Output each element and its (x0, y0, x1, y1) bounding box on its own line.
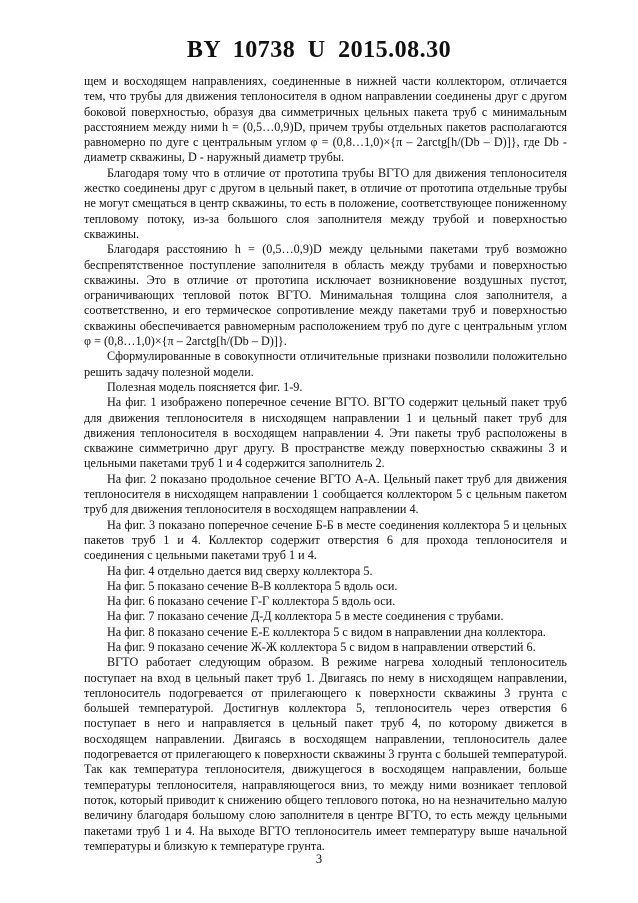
paragraph: Благодаря расстоянию h = (0,5…0,9)D между цельными пакетами труб возможно беспрепятственное поступление заполнителя в область между трубами и поверхностью скважины. Это в отличие от прототипа исключает возникновение воздушных пустот, ограничивающих тепловой поток ВГТО. Минимальная толщина слоя заполнителя, а соответственно, и его термическое сопротивление между пакетами труб и поверхностью скважины обеспечивается равномерным расположением труб по дуге с центральным углом φ = (0,8…1,0)×{π – 2arctg[h/(Db – D)]}. (84, 242, 567, 349)
paragraph: На фиг. 8 показано сечение Е-Е коллектора 5 с видом в направлении дна коллектора. (107, 624, 546, 639)
paragraph: На фиг. 7 показано сечение Д-Д коллектора 5 в месте соединения с трубами. (107, 609, 504, 624)
page-number: 3 (315, 852, 323, 866)
paragraph: щем и восходящем направлениях, соединенные в нижней части коллектором, отличается тем, что трубы для движения теплоносителя в одном направлении соединены друг с другом боковой поверхностью, образуя два симметричных цельных пакета труб с минимальным расстоянием между ними h = (0,5…0,9)D, причем трубы отдельных пакетов располагаются равномерно по дуге с центральным углом φ = (0,8…1,0)×{π – 2arctg[h/(Db – D)]}, где Db - диаметр скважины, D - наружный диаметр трубы. (84, 74, 567, 165)
paragraph: Благодаря тому что в отличие от прототипа трубы ВГТО для движения теплоносителя жестко соединены друг с другом в цельный пакет, в отличие от прототипа отдельные трубы не могут смещаться в центр скважины, то есть в положение, соответствующее пониженному тепловому потоку, из-за большого слоя заполнителя между трубой и поверхностью скважины. (84, 165, 567, 241)
paragraph: На фиг. 9 показано сечение Ж-Ж коллектора 5 с видом в направлении отверстий 6. (107, 639, 536, 654)
paragraph: На фиг. 6 показано сечение Г-Г коллектора 5 вдоль оси. (107, 594, 396, 609)
paragraph: Сформулированные в совокупности отличительные признаки позволили положительно решить задачу полезной модели. (84, 349, 567, 379)
paragraph: На фиг. 2 показано продольное сечение ВГТО А-А. Цельный пакет труб для движения теплоносителя в нисходящем направлении 1 сообщается коллектором 5 с цельным пакетом труб для движения теплоносителя в восходящем направлении 4. (84, 471, 567, 517)
paragraph: Полезная модель поясняется фиг. 1-9. (107, 379, 303, 394)
paragraph: На фиг. 1 изображено поперечное сечение ВГТО. ВГТО содержит цельный пакет труб для движения теплоносителя в нисходящем направлении 1 и цельный пакет труб для движения теплоносителя в восходящем направлении 4. Эти пакеты труб расположены в скважине симметрично друг другу. В пространстве между поверхностью скважины 3 и цельными пакетами труб 1 и 4 содержится заполнитель 2. (84, 395, 567, 471)
paragraph: ВГТО работает следующим образом. В режиме нагрева холодный теплоноситель поступает на вход в цельный пакет труб 1. Двигаясь по нему в нисходящем направлении, теплоноситель подогревается от прилегающего к поверхности скважины 3 грунта с большей температурой. Достигнув коллектора 5, теплоноситель через отверстия 6 поступает в него и направляется в цельный пакет труб 4, по которому движется в восходящем направлении. Двигаясь в восходящем направлении, теплоноситель далее подогревается от прилегающего к поверхности скважины 3 грунта с большей температурой. Так как температура теплоносителя, движущегося в восходящем направлении, больше температуры теплоносителя, направляющегося вниз, то между ними возникает тепловой поток, который приводит к снижению общего теплового потока, но на незначительно малую величину благодаря большому слою заполнителя в центре ВГТО, то есть между цельными пакетами труб 1 и 4. На выходе ВГТО теплоноситель имеет температуру выше начальной температуры и близкую к температуре грунта. (84, 655, 567, 853)
patent-header: BY 10738 U 2015.08.30 (186, 37, 452, 63)
paragraph: На фиг. 5 показано сечение В-В коллектора 5 вдоль оси. (107, 578, 398, 593)
paragraph: На фиг. 3 показано поперечное сечение Б-Б в месте соединения коллектора 5 и цельных пакетов труб 1 и 4. Коллектор содержит отверстия 6 для прохода теплоносителя и соединения с цельными пакетами труб 1 и 4. (84, 517, 567, 563)
paragraph: На фиг. 4 отдельно дается вид сверху коллектора 5. (107, 563, 373, 578)
body-text (84, 74, 567, 854)
